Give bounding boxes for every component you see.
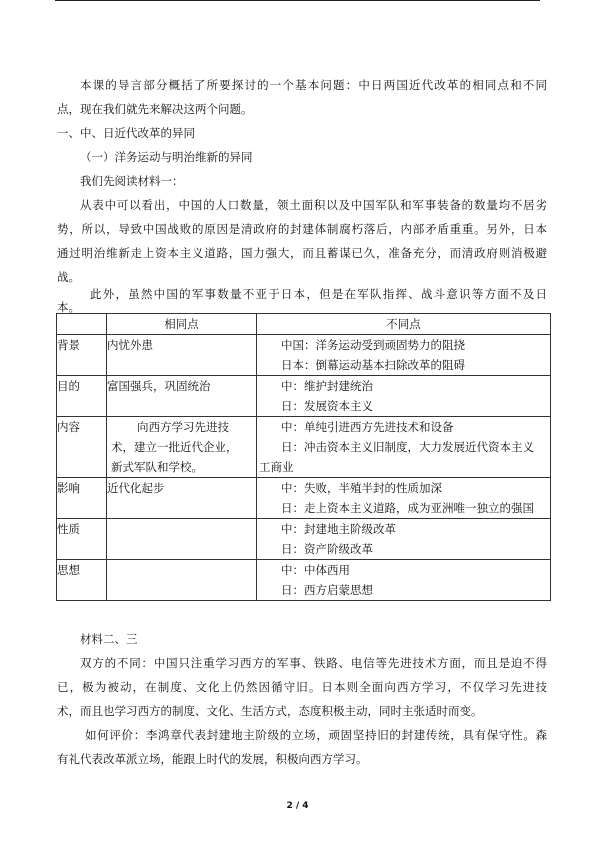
row-category: 影响	[57, 478, 107, 519]
row-category: 性质	[57, 519, 107, 560]
diff-para-line-1: 双方的不同：中国只注重学习西方的军事、铁路、电信等先进技术方面，而且是迫不得	[80, 656, 547, 670]
diff-line: 日：走上资本主义道路，成为亚洲唯一独立的强国	[281, 501, 534, 515]
row-category: 目的	[57, 376, 107, 417]
evaluate-line-2: 有礼代表改革派立场，能跟上时代的发展，积极向西方学习。	[57, 752, 368, 766]
table-row	[57, 335, 551, 376]
intro-line-1: 本课的导言部分概括了所要探讨的一个基本问题：中日两国近代改革的相同点和不同	[80, 78, 547, 92]
table-row	[57, 519, 551, 560]
same-line: 内忧外患	[107, 338, 153, 352]
row-same	[107, 560, 257, 601]
row-diff	[257, 335, 551, 376]
row-diff	[257, 560, 551, 601]
table-row	[57, 376, 551, 417]
header-cell-same: 相同点	[107, 314, 257, 335]
header-cell-blank	[57, 314, 107, 335]
row-diff	[257, 376, 551, 417]
row-category: 内容	[57, 417, 107, 478]
row-diff	[257, 519, 551, 560]
heading-2: （一）洋务运动与明治维新的异同	[80, 150, 253, 164]
diff-line: 中：维护封建统治	[281, 379, 373, 393]
table-row	[57, 417, 551, 478]
header-rule	[55, 0, 540, 1]
table-header-row	[57, 314, 551, 335]
diff-para-line-2: 已，极为被动，在制度、文化上仍然因循守旧。日本则全面向西方学习，不仅学习先进技	[57, 680, 547, 694]
diff-line: 中：失败，半殖半封的性质加深	[281, 481, 442, 495]
same-line: 近代化起步	[107, 481, 165, 495]
diff-line: 工商业	[259, 460, 294, 474]
analysis-line-3: 通过明治维新走上资本主义道路，国力强大，而且蓄谋已久，准备充分，而清政府则消极避	[57, 246, 547, 260]
analysis-line-4: 战。	[57, 270, 80, 284]
row-category: 背景	[57, 335, 107, 376]
same-line: 富国强兵，巩固统治	[107, 379, 211, 393]
also-line-2: 本。	[57, 300, 80, 314]
same-line: 新式军队和学校。	[111, 460, 203, 474]
also-line-1: 此外，虽然中国的军事数量不亚于日本，但是在军队指挥、战斗意识等方面不及日	[90, 287, 547, 301]
table-row	[57, 478, 551, 519]
heading-1: 一、中、日近代改革的异同	[57, 126, 195, 140]
evaluate-line-1: 如何评价：李鸿章代表封建地主阶级的立场，顽固坚持旧的封建传统，具有保守性。森	[85, 728, 547, 742]
row-category: 思想	[57, 560, 107, 601]
analysis-line-2: 势，所以，导致中国战败的原因是清政府的封建体制腐朽落后，内部矛盾重重。另外，日本	[57, 222, 547, 236]
comparison-table	[56, 313, 551, 601]
diff-line: 日本：倒幕运动基本扫除改革的阻碍	[281, 358, 465, 372]
same-line: 术，建立一批近代企业，	[111, 440, 238, 454]
diff-line: 中：中体西用	[281, 563, 350, 577]
diff-line: 中国：洋务运动受到顽固势力的阻挠	[281, 338, 465, 352]
diff-line: 日：资产阶级改革	[281, 542, 373, 556]
analysis-line-1: 从表中可以看出，中国的人口数量，领土面积以及中国军队和军事装备的数量均不居劣	[80, 198, 547, 212]
row-same	[107, 335, 257, 376]
diff-para-line-3: 术，而且也学习西方的制度、文化、生活方式，态度积极主动，同时主张适时而变。	[57, 704, 483, 718]
diff-line: 中：封建地主阶级改革	[281, 522, 396, 536]
material-23: 材料二、三	[80, 632, 138, 646]
row-same	[107, 519, 257, 560]
table-row	[57, 560, 551, 601]
diff-line: 中：单纯引进西方先进技术和设备	[281, 420, 454, 434]
diff-line: 日：冲击资本主义旧制度，大力发展近代资本主义	[281, 440, 534, 454]
row-same	[107, 478, 257, 519]
header-cell-diff: 不同点	[257, 314, 551, 335]
row-same	[107, 376, 257, 417]
diff-line: 日：发展资本主义	[281, 399, 373, 413]
page-number: 2 / 4	[286, 801, 309, 811]
intro-line-2: 点，现在我们就先来解决这两个问题。	[57, 102, 253, 116]
same-line: 向西方学习先进技	[137, 420, 229, 434]
row-diff	[257, 478, 551, 519]
diff-line: 日：西方启蒙思想	[281, 583, 373, 597]
row-same	[107, 417, 257, 478]
read-first: 我们先阅读材料一：	[80, 174, 184, 188]
row-diff	[257, 417, 551, 478]
